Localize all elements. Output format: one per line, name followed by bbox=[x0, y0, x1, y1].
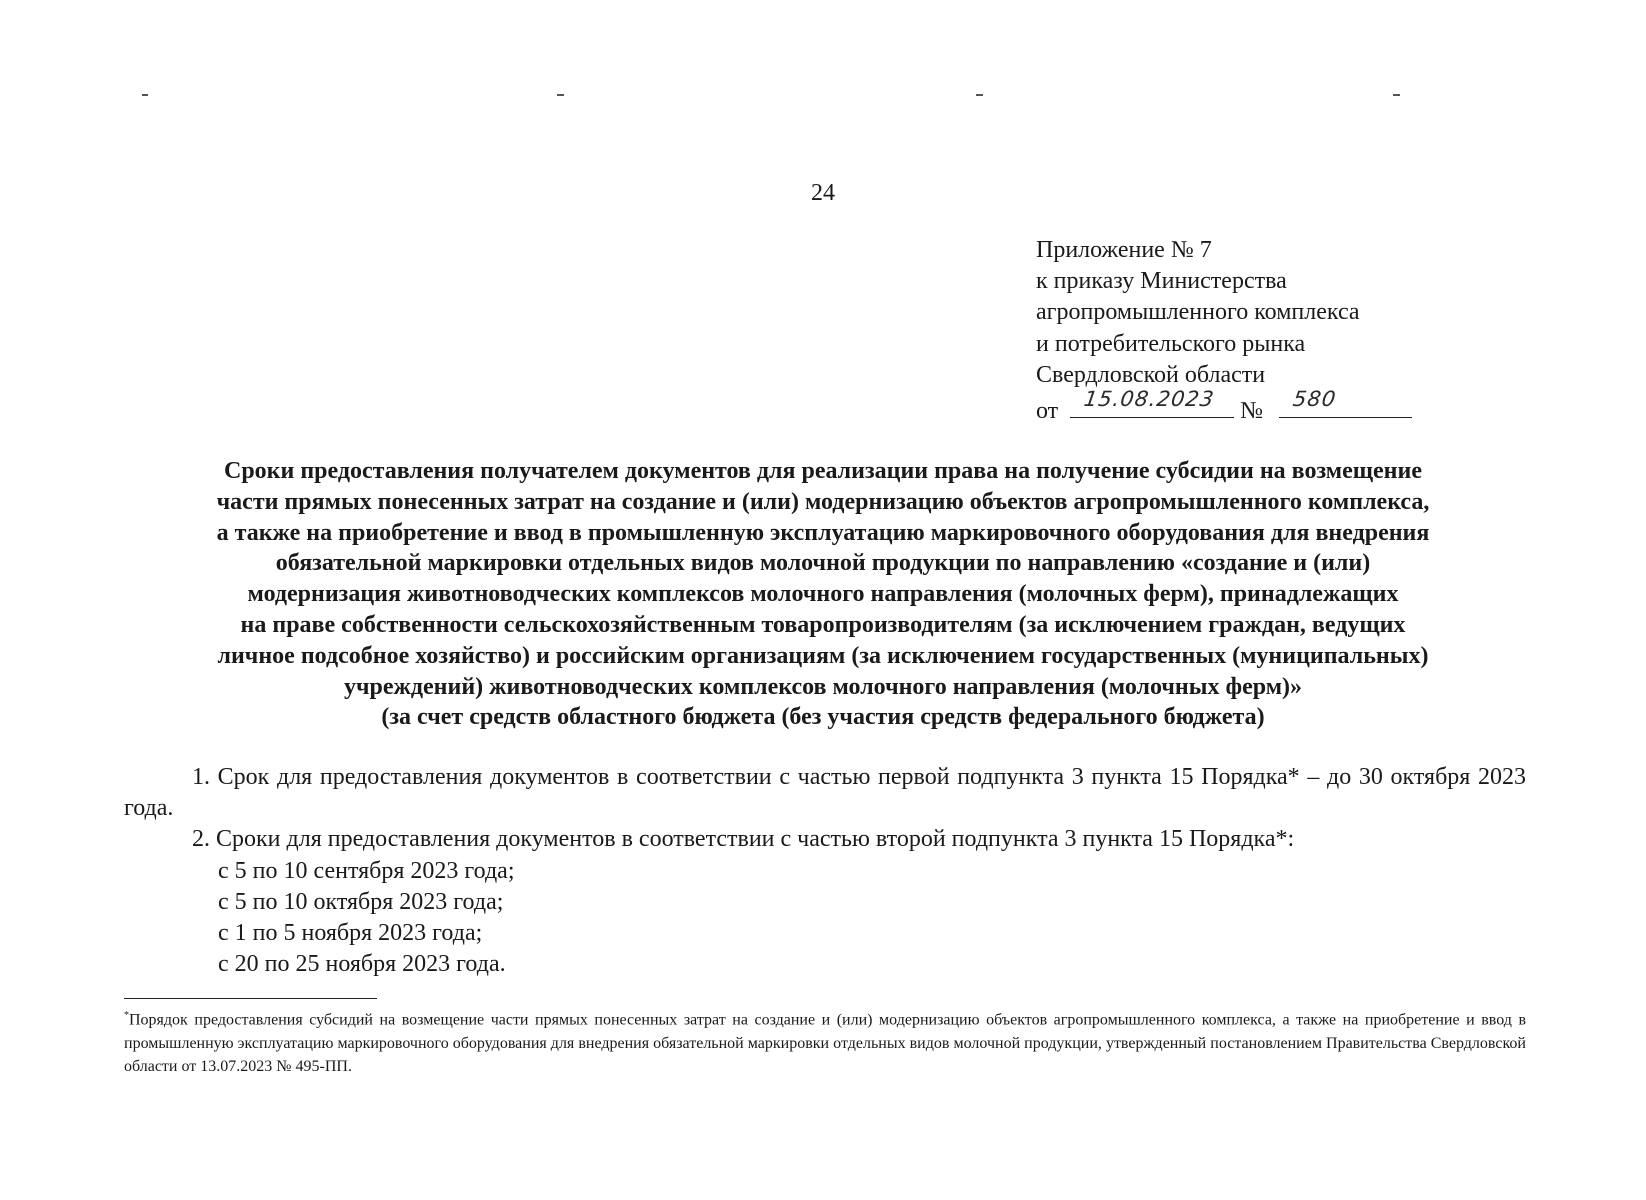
deadline-date-line: с 5 по 10 октября 2023 года; bbox=[218, 888, 504, 915]
deadline-date-line: с 5 по 10 сентября 2023 года; bbox=[218, 857, 515, 884]
title-line: модернизация животноводческих комплексов молочного направления (молочных ферм), принадлежащих bbox=[247, 581, 1399, 608]
footnote-marker: * bbox=[124, 1010, 129, 1021]
appendix-line: Свердловской области bbox=[1036, 361, 1266, 388]
number-label: № bbox=[1240, 398, 1264, 425]
appendix-line: и потребительского рынка bbox=[1036, 330, 1306, 357]
title-line: части прямых понесенных затрат на создание и (или) модернизацию объектов агропромышленного комплекса, bbox=[216, 488, 1430, 515]
appendix-line: Приложение № 7 bbox=[1036, 237, 1212, 263]
scan-mark bbox=[142, 94, 148, 96]
footnote-text: Порядок предоставления субсидий на возмещение части прямых понесенных затрат на создание и (или) модернизацию объектов агропромышленного комплекса, а также на приобретение и ввод в промышленную эксплуатацию маркировочного оборудования для внедрения обязательной маркировки отдельных видов молочной продукции, утвержденный постановлением Правительства Свердловской области от 13.07.2023 № 495-ПП. bbox=[124, 1011, 1526, 1076]
deadline-date-line: с 1 по 5 ноября 2023 года; bbox=[218, 920, 483, 947]
appendix-block bbox=[1036, 235, 1456, 427]
appendix-line: к приказу Министерства bbox=[1036, 268, 1287, 295]
number-blank bbox=[1279, 386, 1412, 418]
footnote bbox=[124, 1004, 1526, 1079]
title-line: (за счет средств областного бюджета (без участия средств федерального бюджета) bbox=[381, 704, 1265, 731]
date-blank bbox=[1070, 386, 1234, 418]
appendix-line: агропромышленного комплекса bbox=[1036, 299, 1360, 326]
item-1-paragraph: 1. Срок для предоставления документов в соответствии с частью первой подпункта 3 пункта 15 Порядка* – до 30 октября 2023 года. bbox=[124, 764, 1526, 822]
title-line: а также на приобретение и ввод в промышленную эксплуатацию маркировочного оборудования для внедрения bbox=[216, 519, 1430, 546]
page-number: 24 bbox=[811, 180, 835, 206]
handwritten-date: 15.08.2023 bbox=[1082, 386, 1217, 411]
title-line: учреждений) животноводческих комплексов молочного направления (молочных ферм)» bbox=[343, 673, 1303, 700]
document-body bbox=[124, 762, 1526, 980]
title-line: Сроки предоставления получателем документов для реализации права на получение субсидии на возмещение bbox=[223, 458, 1422, 484]
order-date-number-row bbox=[1036, 386, 1456, 427]
scan-mark bbox=[1393, 94, 1400, 96]
deadline-date-line: с 20 по 25 ноября 2023 года. bbox=[218, 951, 506, 978]
item-2-paragraph: 2. Сроки для предоставления документов в соответствии с частью второй подпункта 3 пункта 15 Порядка*: bbox=[192, 826, 1295, 853]
title-line: личное подсобное хозяйство) и российским организациям (за исключением государственных (муниципальных) bbox=[217, 642, 1429, 669]
scan-mark bbox=[557, 94, 564, 96]
title-line: обязательной маркировки отдельных видов молочной продукции по направлению «создание и (или) bbox=[275, 550, 1371, 577]
scan-mark bbox=[976, 94, 983, 96]
from-label: от bbox=[1036, 398, 1059, 425]
handwritten-number: 580 bbox=[1291, 386, 1338, 411]
document-title bbox=[120, 456, 1526, 733]
title-line: на праве собственности сельскохозяйственным товаропроизводителям (за исключением граждан, ведущих bbox=[240, 611, 1406, 638]
footnote-divider bbox=[124, 998, 377, 999]
